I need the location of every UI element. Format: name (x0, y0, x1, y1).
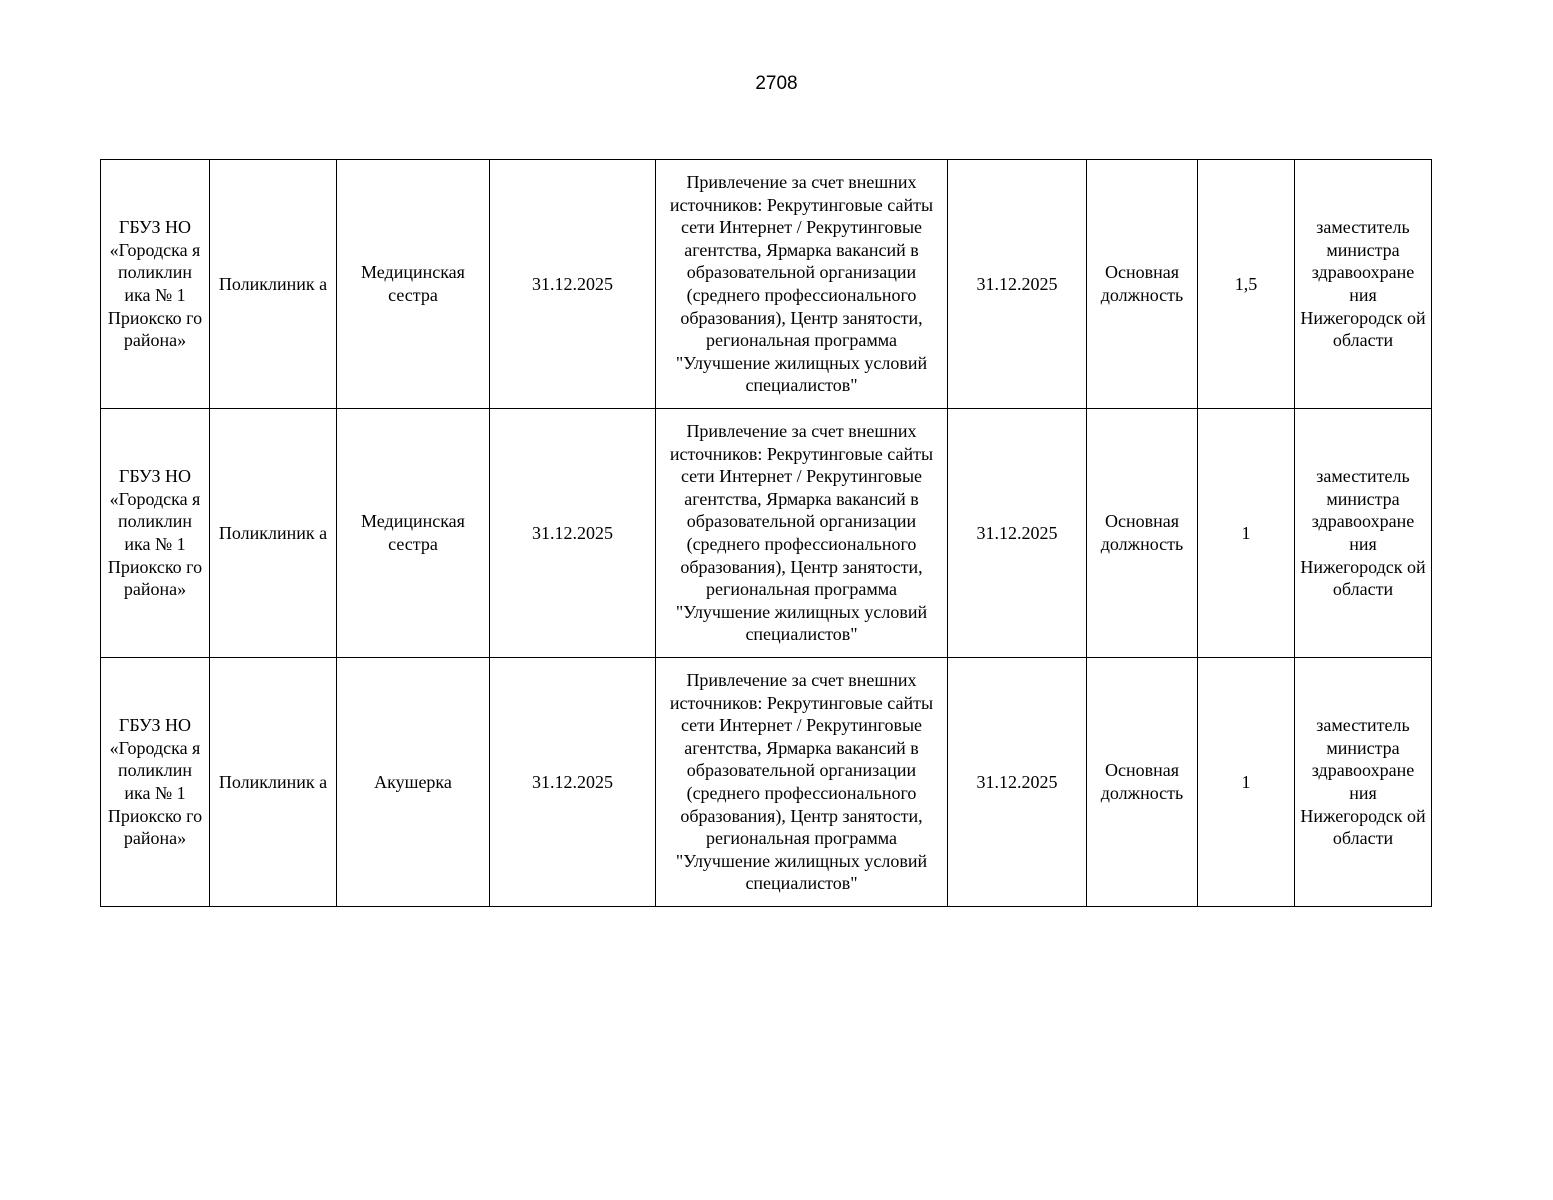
institution-cell: ГБУЗ НО «Городска я поликлин ика № 1 Приокско го района» (101, 409, 210, 658)
sources-cell: Привлечение за счет внешних источников: Рекрутинговые сайты сети Интернет / Рекрутинговые агентства, Ярмарка вакансий в образовательной организации (среднего профессионального образования), Центр занятости, региональная программа "Улучшение жилищных условий специалистов" (656, 658, 948, 907)
date-cell: 31.12.2025 (490, 160, 656, 409)
responsible-cell: заместитель министра здравоохране ния Нижегородск ой области (1295, 658, 1432, 907)
unit-cell: Поликлиник а (210, 409, 337, 658)
responsible-cell: заместитель министра здравоохране ния Нижегородск ой области (1295, 160, 1432, 409)
job-type-cell: Основная должность (1087, 658, 1198, 907)
sources-cell: Привлечение за счет внешних источников: Рекрутинговые сайты сети Интернет / Рекрутинговые агентства, Ярмарка вакансий в образовательной организации (среднего профессионального образования), Центр занятости, региональная программа "Улучшение жилищных условий специалистов" (656, 409, 948, 658)
sources-cell: Привлечение за счет внешних источников: Рекрутинговые сайты сети Интернет / Рекрутинговые агентства, Ярмарка вакансий в образовательной организации (среднего профессионального образования), Центр занятости, региональная программа "Улучшение жилищных условий специалистов" (656, 160, 948, 409)
rate-cell: 1,5 (1198, 160, 1295, 409)
responsible-cell: заместитель министра здравоохране ния Нижегородск ой области (1295, 409, 1432, 658)
page-number: 2708 (755, 73, 798, 94)
position-cell: Медицинская сестра (337, 409, 490, 658)
table-row (101, 160, 1432, 409)
position-cell: Медицинская сестра (337, 160, 490, 409)
table-row (101, 409, 1432, 658)
unit-cell: Поликлиник а (210, 658, 337, 907)
unit-cell: Поликлиник а (210, 160, 337, 409)
rate-cell: 1 (1198, 658, 1295, 907)
date-cell: 31.12.2025 (948, 658, 1087, 907)
position-cell: Акушерка (337, 658, 490, 907)
job-type-cell: Основная должность (1087, 160, 1198, 409)
rate-cell: 1 (1198, 409, 1295, 658)
date-cell: 31.12.2025 (490, 409, 656, 658)
institution-cell: ГБУЗ НО «Городска я поликлин ика № 1 Приокско го района» (101, 658, 210, 907)
table-row (101, 658, 1432, 907)
job-type-cell: Основная должность (1087, 409, 1198, 658)
date-cell: 31.12.2025 (948, 160, 1087, 409)
date-cell: 31.12.2025 (490, 658, 656, 907)
institution-cell: ГБУЗ НО «Городска я поликлин ика № 1 Приокско го района» (101, 160, 210, 409)
staffing-table (100, 159, 1432, 907)
date-cell: 31.12.2025 (948, 409, 1087, 658)
